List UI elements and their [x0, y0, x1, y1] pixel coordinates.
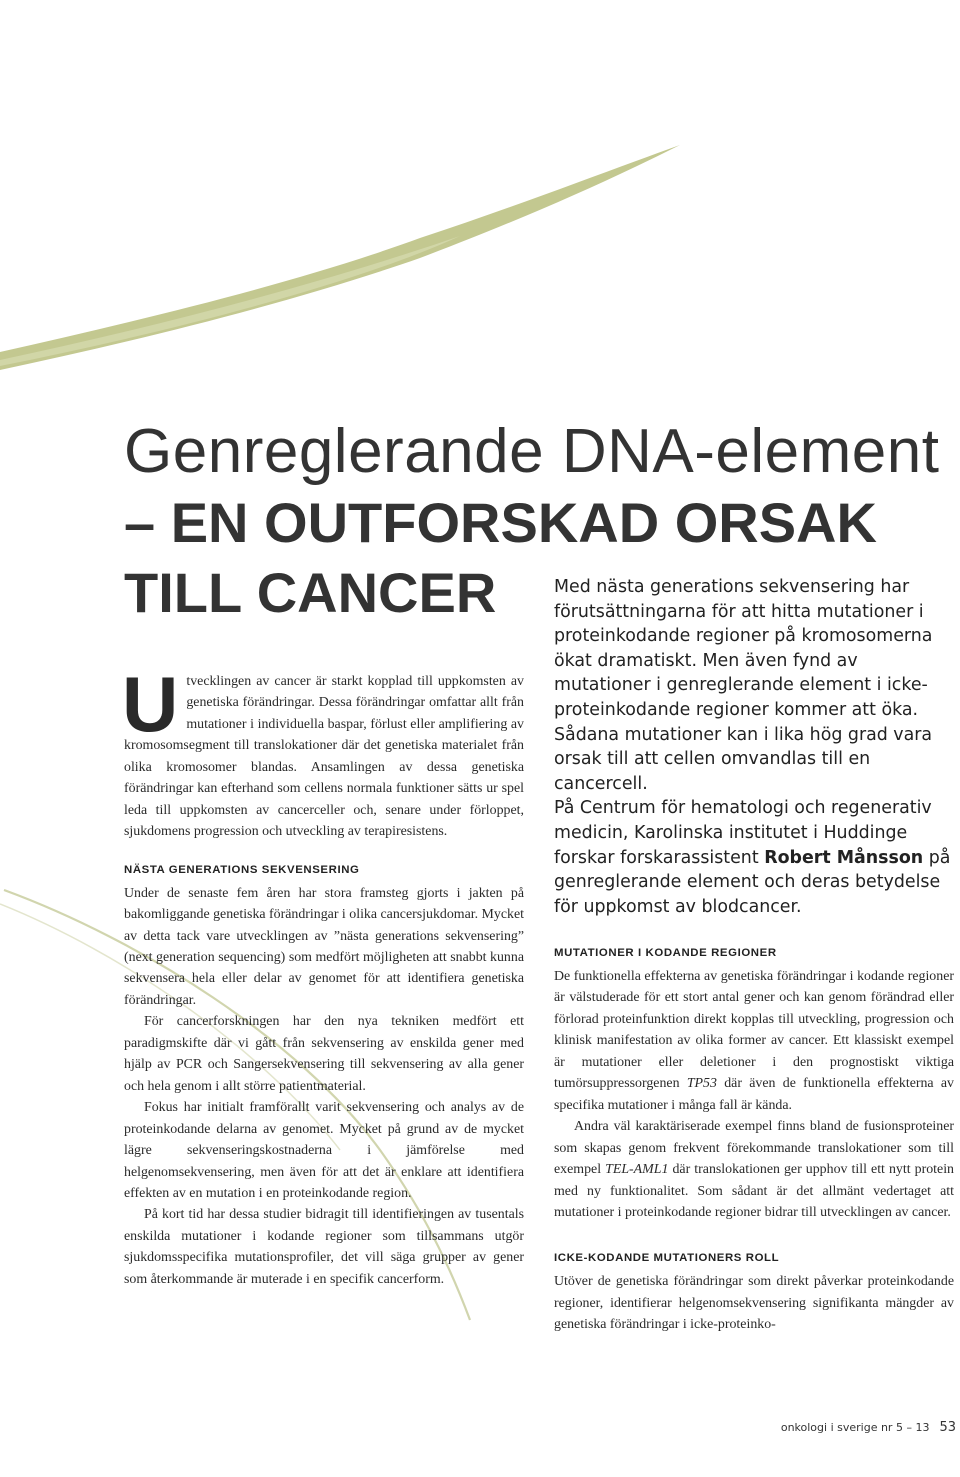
right-paragraph-1 — [554, 966, 954, 1116]
right-paragraph-1b: där även de funktionella effekterna av specifika mutationer i många fall är kända. — [554, 1076, 954, 1113]
right-paragraph-3: Utöver de genetiska förändringar som direkt påverkar proteinkodande regioner, identifierar helgenomsekvensering signifikanta mängder av genetiska förändringar i icke-proteinko- — [554, 1274, 954, 1333]
subheading-nasta-generations: NÄSTA GENERATIONS SEKVENSERING — [124, 863, 360, 876]
lead-paragraph — [554, 575, 958, 919]
lead-part-2a: På Centrum för hematologi och regenerativ medicin, Karolinska institutet i Huddinge forskar forskarassistent — [554, 798, 932, 868]
page-number: 53 — [939, 1420, 956, 1435]
grass-blade-upper-light — [0, 236, 460, 366]
publication-name: onkologi i sverige nr 5 – 13 — [780, 1421, 930, 1434]
title-line-1: Genreglerande DNA-element — [124, 417, 940, 486]
right-column — [554, 944, 954, 1336]
subheading-mutationer-kodande: MUTATIONER I KODANDE REGIONER — [554, 947, 777, 959]
lead-part-2 — [554, 796, 958, 919]
left-paragraph-4: På kort tid har dessa studier bidragit till identifieringen av tusentals enskilda mutationer i kodande regioner som tillsammans utgör sjukdomsspecifika mutationsprofiler, det vill säga grupper av gener som återkommande är muterade i en specifik cancerform. — [124, 1207, 524, 1287]
right-paragraph-2 — [554, 1116, 954, 1223]
left-paragraph-1: Under de senaste fem åren har stora framsteg gjorts i jakten på bakomliggande genetiska förändringar i olika cancersjukdomar. Mycket av detta tack vare utvecklingen av ”nästa generations sekvensering” (next generation sequencing) som medfört möjligheten att snabbt kunna sekvensera hela eller delar av genomet för att identifiera genetiska förändringar. — [124, 885, 524, 1008]
grass-blade-upper — [0, 145, 680, 370]
left-column — [122, 660, 524, 1290]
gene-tel-aml1: TEL-AML1 — [605, 1162, 669, 1178]
title-line-3: TILL CANCER — [124, 561, 497, 624]
title-line-2: – EN OUTFORSKAD ORSAK — [124, 491, 877, 554]
intro-text: tvecklingen av cancer är starkt kopplad till uppkomsten av genetiska förändringar. Dessa förändringar omfattar allt från mutationer i individuella baspar, förlust eller amplifiering av kromosomsegment till translokationer där det genetiska materialet från olika kromosomer blandas. Ansamlingen av dessa genetiska förändringar kan efterhand som cellens normala funktioner sätts ur spel leda till uppkomsten av cancerceller och, senare under förloppet, sjukdomens progression och utveckling av terapiresistens. — [124, 674, 524, 840]
gene-tp53: TP53 — [686, 1076, 717, 1092]
intro-paragraph — [122, 660, 524, 843]
subheading-icke-kodande: ICKE-KODANDE MUTATIONERS ROLL — [554, 1252, 780, 1265]
researcher-name: Robert Månsson — [764, 847, 924, 868]
right-paragraph-1a: De funktionella effekterna av genetiska förändringar i kodande regioner är välstuderade för ett stort antal gener och kan genom förändrad eller förlorad proteinfunktion direkt kopplas till utveckling, progression och klinisk manifestation av olika former av cancer. Ett klassiskt exempel är mutationer eller deletioner i den prognostiskt viktiga tumörsuppressorgenen — [554, 969, 954, 1092]
lead-part-1: Med nästa generations sekvensering har förutsättningarna för att hitta mutationer i proteinkodande regioner på kromosomerna ökat dramatiskt. Men även fynd av mutationer i genreglerande element i icke-proteinkodande regioner kommer att öka. Sådana mutationer kan i lika hög grad vara orsak till att cellen omvandlas till en cancercell. — [554, 577, 933, 794]
drop-cap: U — [122, 660, 179, 748]
right-paragraph-2b: där translokationen ger upphov till ett nytt protein med ny funktionalitet. Som sådant är det allmänt vedertaget att mutationer i proteinkodande regioner bidrar till utvecklingen av cancer. — [554, 1162, 954, 1220]
left-paragraph-3: Fokus har initialt framförallt varit sekvensering och analys av de proteinkodande delarna av genomet. Mycket på grund av de mycket lägre sekvenseringskostnaderna i jämförelse med helgenomsekvensering, men även för att det är enklare att identifiera effekten av en mutation i en proteinkodande region. — [124, 1100, 524, 1201]
left-paragraph-2: För cancerforskningen har den nya tekniken medfört ett paradigmskifte där vi gått från sekvensering av enskilda gener med hjälp av PCR och Sangersekvensering till sekvensering av alla gener och hela genom i allt större patientmaterial. — [124, 1014, 524, 1094]
lead-part-2b: på genreglerande element och deras betydelse för uppkomst av blodcancer. — [554, 847, 951, 917]
page-footer — [760, 1420, 956, 1435]
right-paragraph-2a: Andra väl karaktäriserade exempel finns bland de fusionsproteiner som skapas genom frekvent förekommande translokationer som till exempel — [554, 1119, 954, 1178]
